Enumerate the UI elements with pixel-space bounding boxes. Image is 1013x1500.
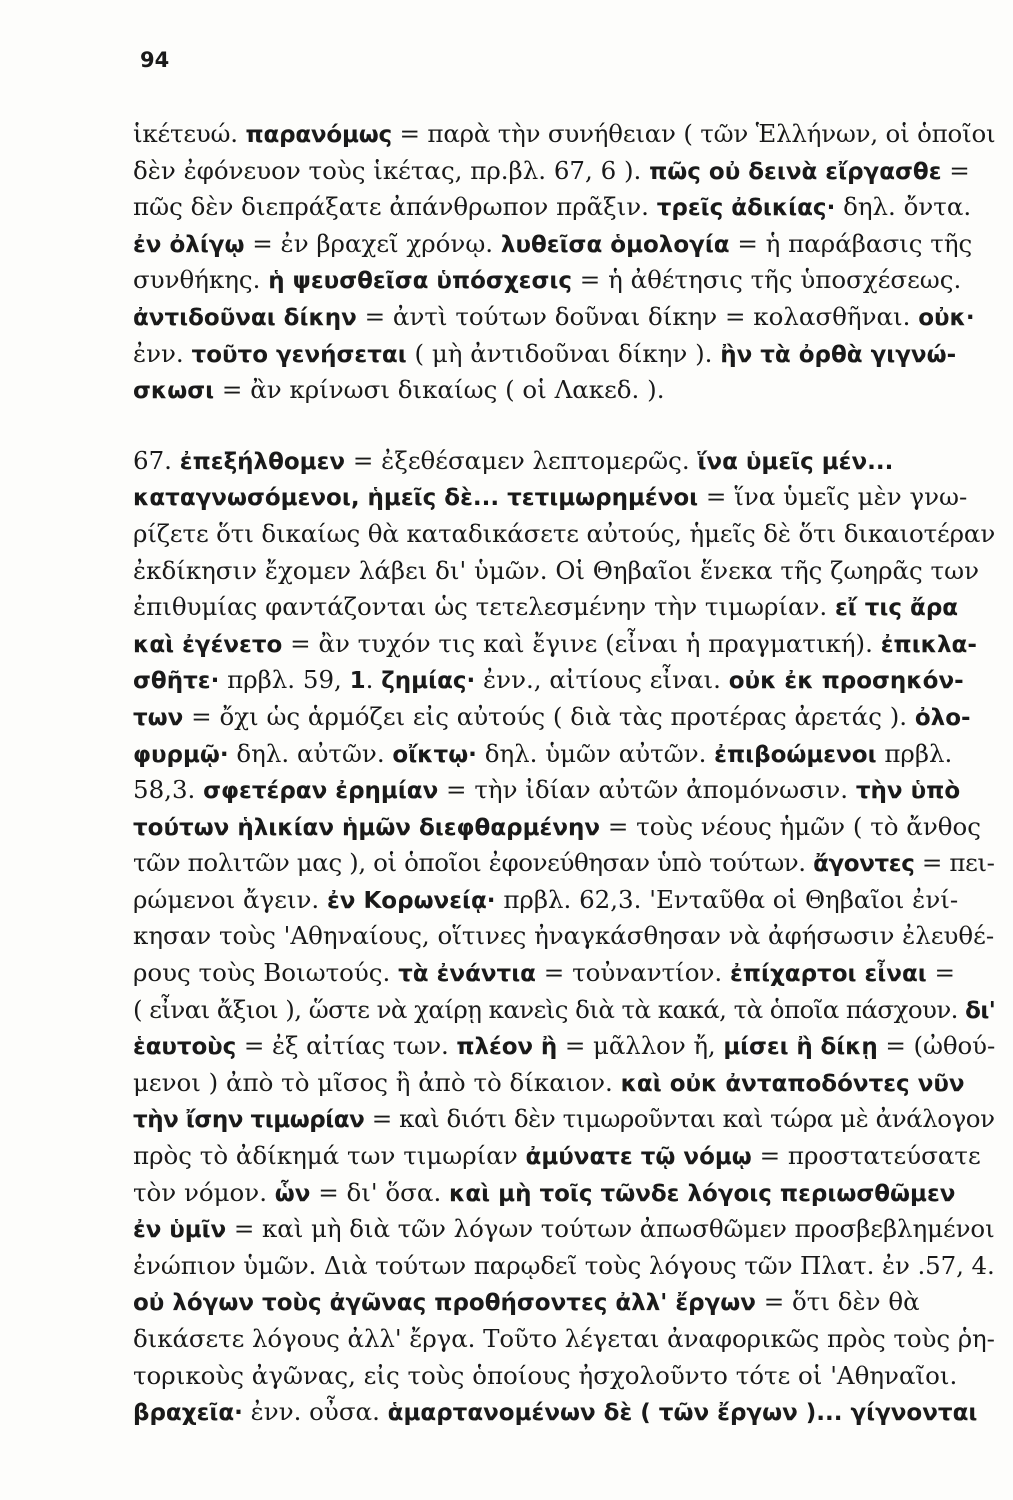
lemma-term: ὀλο- xyxy=(914,704,971,731)
gloss-text: ἐνώπιον ὑμῶν. Διὰ τούτων παρῳδεῖ τοὺς λόγους τῶν Πλατ. ἐν .57, 4. xyxy=(133,1250,995,1280)
gloss-text: δηλ. αὐτῶν. xyxy=(228,738,393,768)
lemma-term: ἐπίχαρτοι εἶναι xyxy=(730,961,927,988)
gloss-text: = τὴν ἰδίαν αὐτῶν ἀπομόνωσιν. xyxy=(438,775,856,805)
gloss-text: ἐκδίκησιν ἔχομεν λάβει δι' ὑμῶν. Οἱ Θηβαῖοι ἕνεκα τῆς ζωηρᾶς των xyxy=(133,555,979,585)
lemma-term: ἐν ὀλίγῳ xyxy=(133,231,245,258)
page-number: 94 xyxy=(140,48,170,72)
text-line xyxy=(133,699,995,736)
gloss-text: = ἡ ἀθέτησις τῆς ὑποσχέσεως. xyxy=(572,265,962,295)
lemma-term: ἐν Κορωνείᾳ· xyxy=(327,887,496,914)
lemma-term: ἀμύνατε τῷ νόμῳ xyxy=(525,1144,752,1171)
lemma-term: 1 xyxy=(349,668,366,695)
lemma-term: οὐ λόγων τοὺς ἀγῶνας προθήσοντες ἀλλ' ἔργων xyxy=(133,1290,756,1317)
text-line xyxy=(133,736,995,773)
gloss-text: δὲν ἐφόνευον τοὺς ἱκέτας, πρ.βλ. 67, 6 ). xyxy=(133,155,650,185)
gloss-text: = τοὐναντίον. xyxy=(535,958,730,988)
lemma-term: ἵνα ὑμεῖς μέν... xyxy=(697,448,894,475)
gloss-text: πρβλ. 59, xyxy=(219,665,350,695)
lemma-term: πλέον ἢ xyxy=(456,1034,558,1061)
lemma-term: καταγνωσόμενοι, ἡμεῖς δὲ... τετιμωρημένοι xyxy=(133,485,699,512)
gloss-text: = (ὠθού- xyxy=(877,1031,996,1061)
gloss-text: δηλ. ὑμῶν αὐτῶν. xyxy=(476,738,715,768)
gloss-text: ἱκέτευώ. xyxy=(133,119,246,148)
gloss-text: συνθήκης. xyxy=(133,265,269,295)
gloss-text: = ἵνα ὑμεῖς μὲν γνω- xyxy=(698,482,968,512)
text-line xyxy=(133,336,995,373)
gloss-text: 67. xyxy=(133,445,180,475)
text-line xyxy=(133,553,995,590)
text-line xyxy=(133,372,995,409)
text-line xyxy=(133,626,995,663)
lemma-term: οὐκ· xyxy=(918,304,975,331)
gloss-text: = τοὺς νέους ἡμῶν ( τὸ ἄνθος xyxy=(600,811,981,841)
gloss-text: ἐπιθυμίας φαντάζονται ὡς τετελεσμένην τὴν τιμωρίαν. xyxy=(133,592,835,622)
paragraph-gap xyxy=(133,409,995,443)
text-line xyxy=(133,1101,995,1138)
gloss-text: = ὅτι δὲν θὰ xyxy=(755,1287,920,1317)
text-line xyxy=(133,479,995,516)
lemma-term: καὶ ἐγένετο xyxy=(133,631,283,658)
lemma-term: λυθεῖσα ὁμολογία xyxy=(500,231,730,258)
gloss-text: . xyxy=(365,665,382,695)
text-line xyxy=(133,516,995,553)
text-line xyxy=(133,1394,995,1431)
gloss-text: = μᾶλλον ἤ, xyxy=(557,1031,724,1061)
lemma-term: ἐν ὑμῖν xyxy=(133,1217,227,1244)
gloss-text: ἐνν. xyxy=(133,338,192,368)
lemma-term: εἴ τις ἄρα xyxy=(834,595,959,622)
text-line xyxy=(133,299,995,336)
gloss-text: τῶν πολιτῶν μας ), οἱ ὁποῖοι ἐφονεύθησαν ὑπὸ τούτων. xyxy=(133,848,814,878)
gloss-text: πρβλ. xyxy=(876,738,953,768)
lemma-term: οἴκτῳ· xyxy=(392,741,477,768)
text-line xyxy=(133,955,995,992)
text-line xyxy=(133,772,995,809)
gloss-text: = ἂν κρίνωσι δικαίως ( οἱ Λακεδ. ). xyxy=(214,375,665,405)
gloss-text: τορικοὺς ἀγῶνας, εἰς τοὺς ὁποίους ἠσχολοῦντο τότε οἱ 'Αθηναῖοι. xyxy=(133,1360,958,1390)
lemma-term: ἢν τὰ ὀρθὰ γιγνώ- xyxy=(720,341,957,368)
gloss-text: = καὶ διότι δὲν τιμωροῦνται καὶ τώρα μὲ ἀνάλογον xyxy=(364,1104,995,1134)
gloss-text: ρώμενοι ἄγειν. xyxy=(133,884,327,914)
gloss-text: κησαν τοὺς 'Αθηναίους, οἵτινες ἠναγκάσθησαν νὰ ἀφήσωσιν ἐλευθέ- xyxy=(133,921,995,951)
lemma-term: σθῆτε· xyxy=(133,668,220,695)
text-line xyxy=(133,189,995,226)
text-line xyxy=(133,845,995,882)
lemma-term: ἐπιβοώμενοι xyxy=(714,741,877,768)
text-line xyxy=(133,1248,995,1285)
gloss-text: δηλ. ὄντα. xyxy=(835,192,972,222)
text-line xyxy=(133,809,995,846)
lemma-term: τὴν ὑπὸ xyxy=(855,778,961,805)
lemma-term: τοῦτο γενήσεται xyxy=(191,341,407,368)
lemma-term: ἁμαρτανομένων δὲ ( τῶν ἔργων )... γίγνονται xyxy=(387,1400,978,1427)
lemma-term: τρεῖς ἀδικίας· xyxy=(656,195,836,222)
gloss-text: πρβλ. 62,3. 'Ενταῦθα οἱ Θηβαῖοι ἐνί- xyxy=(495,884,959,914)
gloss-text: = ἐξεθέσαμεν λεπτομερῶς. xyxy=(345,445,698,475)
commentary-text xyxy=(133,116,995,1431)
lemma-term: μίσει ἢ δίκῃ xyxy=(723,1034,878,1061)
text-line xyxy=(133,116,995,153)
gloss-text: = ὄχι ὡς ἁρμόζει εἰς αὐτούς ( διὰ τὰς προτέρας ἀρετάς ). xyxy=(183,701,915,731)
gloss-text: = xyxy=(941,155,970,185)
text-line xyxy=(133,662,995,699)
lemma-term: ἐπικλα- xyxy=(880,631,977,658)
text-line xyxy=(133,1138,995,1175)
text-line xyxy=(133,153,995,190)
lemma-term: ἑαυτοὺς xyxy=(133,1034,237,1061)
gloss-text: = ἐξ αἰτίας των. xyxy=(236,1031,457,1061)
lemma-term: ἡ ψευσθεῖσα ὑπόσχεσις xyxy=(268,268,572,295)
gloss-text: ρίζετε ὅτι δικαίως θὰ καταδικάσετε αὐτούς, ἡμεῖς δὲ ὅτι δικαιοτέραν xyxy=(133,518,996,548)
gloss-text: μενοι ) ἀπὸ τὸ μῖσος ἢ ἀπὸ τὸ δίκαιον. xyxy=(133,1067,621,1097)
lemma-term: ὧν xyxy=(274,1180,311,1207)
gloss-text: = ἡ παράβασις τῆς xyxy=(729,228,973,258)
text-line xyxy=(133,443,995,480)
gloss-text: πῶς δὲν διεπράξατε ἀπάνθρωπον πρᾶξιν. xyxy=(133,192,657,222)
gloss-text: = καὶ μὴ διὰ τῶν λόγων τούτων ἀπωσθῶμεν προσβεβλημένοι xyxy=(226,1214,995,1244)
text-line xyxy=(133,882,995,919)
gloss-text: ρους τοὺς Βοιωτούς. xyxy=(133,958,399,988)
gloss-text: = προστατεύσατε xyxy=(751,1141,981,1171)
lemma-term: τούτων ἡλικίαν ἡμῶν διεφθαρμένην xyxy=(133,814,601,841)
lemma-term: ζημίας· xyxy=(381,668,476,695)
lemma-term: καὶ μὴ τοῖς τῶνδε λόγοις περιωσθῶμεν xyxy=(449,1180,956,1207)
gloss-text: = ἐν βραχεῖ χρόνῳ. xyxy=(244,228,501,258)
text-line xyxy=(133,589,995,626)
text-line xyxy=(133,226,995,263)
text-line xyxy=(133,1175,995,1212)
lemma-term: σφετέραν ἐρημίαν xyxy=(203,778,439,805)
text-line xyxy=(133,992,995,1029)
text-line xyxy=(133,1284,995,1321)
gloss-text: ( εἶναι ἄξιοι ), ὥστε νὰ χαίρῃ κανεὶς διὰ τὰ κακά, τὰ ὁποῖα πάσχουν. xyxy=(133,994,966,1024)
lemma-term: ἄγοντες xyxy=(813,851,915,878)
text-line xyxy=(133,918,995,955)
gloss-text: = xyxy=(926,958,956,988)
lemma-term: σκωσι xyxy=(133,378,215,405)
gloss-text: ἐνν., αἰτίους εἶναι. xyxy=(475,665,729,695)
gloss-text: = πει- xyxy=(914,848,995,878)
lemma-term: βραχεῖα· xyxy=(133,1400,243,1427)
lemma-term: των xyxy=(133,704,184,731)
text-line xyxy=(133,1211,995,1248)
lemma-term: τὰ ἐνάντια xyxy=(398,961,536,988)
gloss-text: δικάσετε λόγους ἀλλ' ἔργα. Τοῦτο λέγεται ἀναφορικῶς πρὸς τοὺς ῥη- xyxy=(133,1324,995,1353)
lemma-term: δι' xyxy=(965,997,996,1024)
text-line xyxy=(133,1321,995,1358)
gloss-text: = ἀντὶ τούτων δοῦναι δίκην = κολασθῆναι. xyxy=(356,301,919,331)
lemma-term: οὐκ ἐκ προσηκόν- xyxy=(728,668,964,695)
lemma-term: ἐπεξήλθομεν xyxy=(179,448,346,475)
gloss-text: ἐνν. οὖσα. xyxy=(242,1397,388,1427)
gloss-text: = παρὰ τὴν συνήθειαν ( τῶν Ἑλλήνων, οἱ ὁποῖοι xyxy=(391,119,996,148)
text-line xyxy=(133,1028,995,1065)
lemma-term: καὶ οὐκ ἀνταποδόντες νῦν xyxy=(620,1070,965,1097)
lemma-term: παρανόμως xyxy=(245,122,392,148)
gloss-text: = δι' ὅσα. xyxy=(310,1177,450,1207)
text-line xyxy=(133,1358,995,1395)
gloss-text: πρὸς τὸ ἀδίκημά των τιμωρίαν xyxy=(133,1141,526,1171)
lemma-term: τὴν ἴσην τιμωρίαν xyxy=(133,1107,365,1134)
gloss-text: 58,3. xyxy=(133,775,204,805)
text-line xyxy=(133,262,995,299)
lemma-term: ἀντιδοῦναι δίκην xyxy=(133,304,357,331)
gloss-text: τὸν νόμον. xyxy=(133,1177,275,1207)
lemma-term: φυρμῷ· xyxy=(133,741,229,768)
gloss-text: ( μὴ ἀντιδοῦναι δίκην ). xyxy=(406,338,721,368)
text-line xyxy=(133,1065,995,1102)
gloss-text: = ἂν τυχόν τις καὶ ἔγινε (εἶναι ἡ πραγματική). xyxy=(282,628,881,658)
lemma-term: πῶς οὐ δεινὰ εἴργασθε xyxy=(649,158,942,185)
